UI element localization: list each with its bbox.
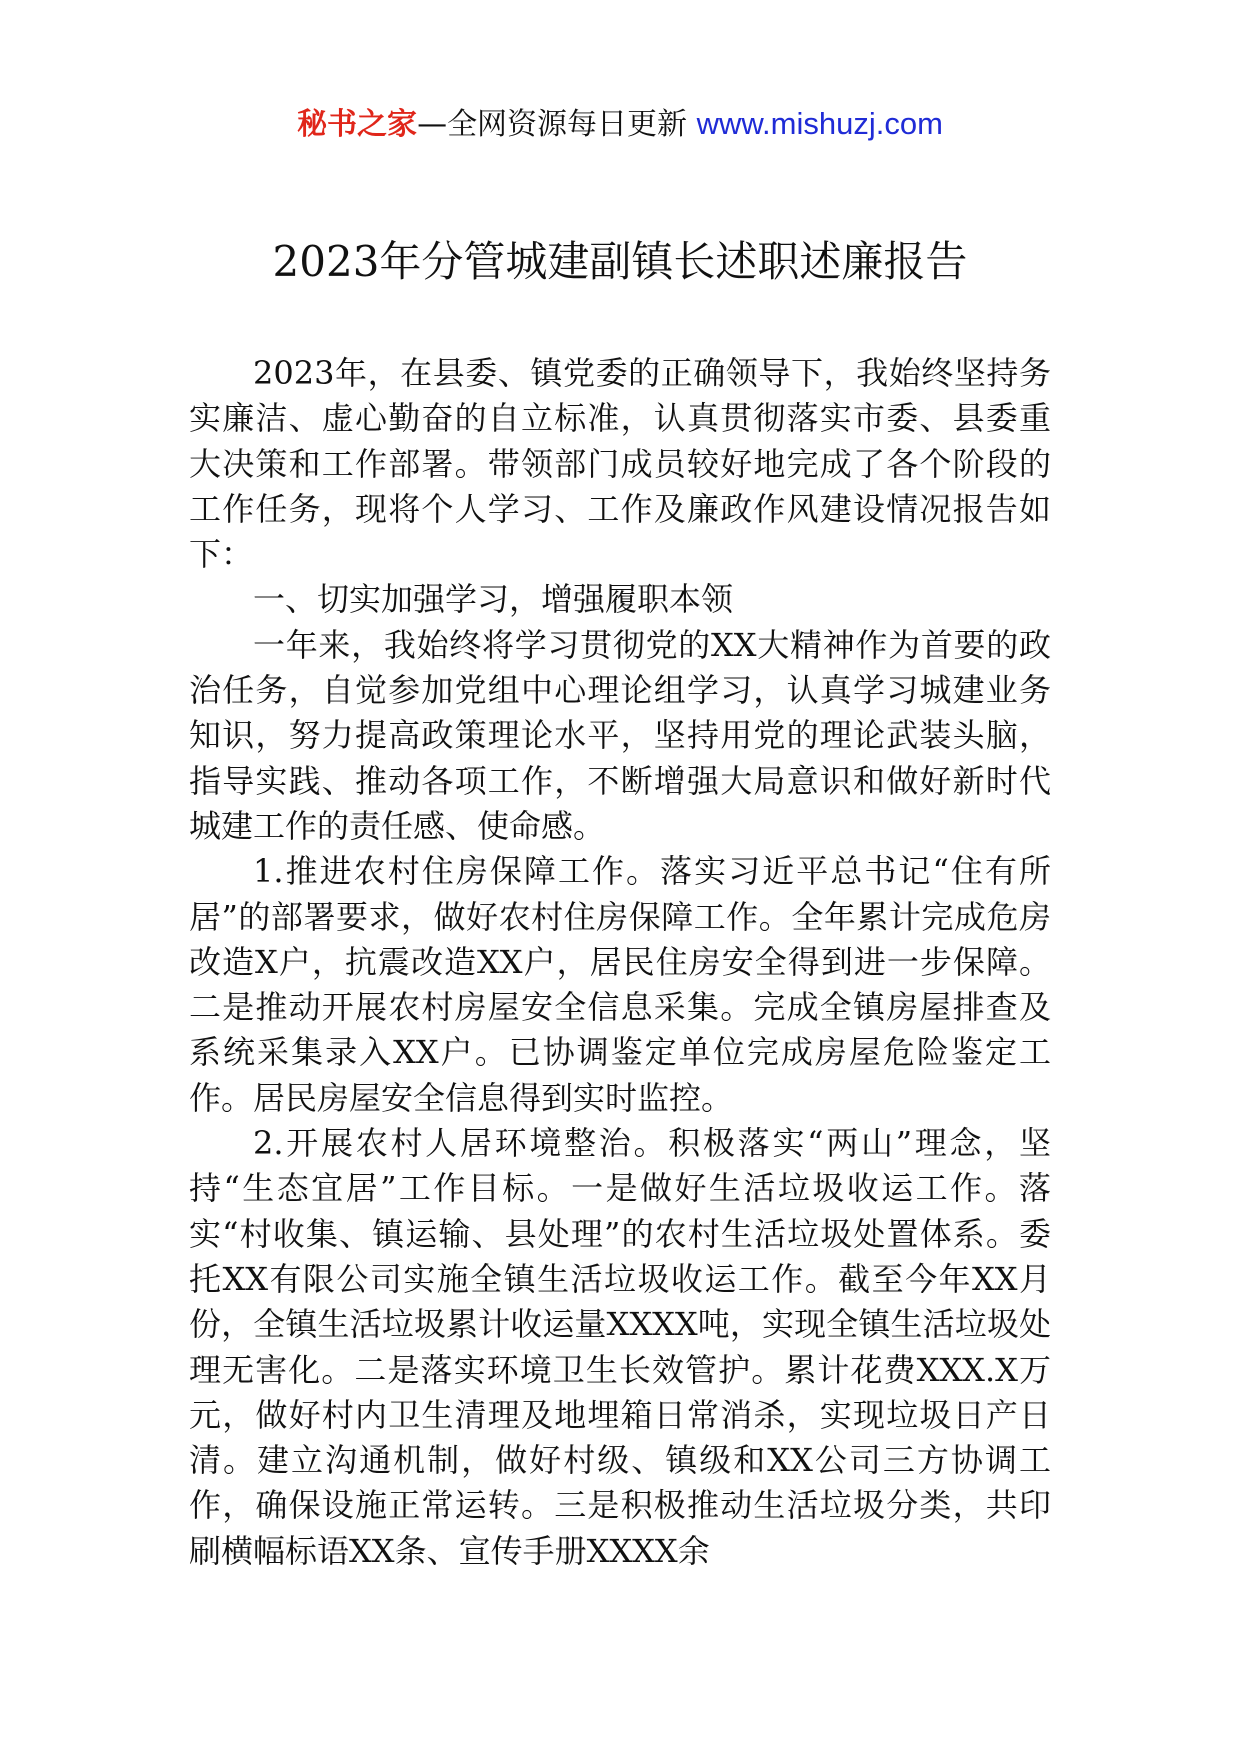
header-slogan: —全网资源每日更新 — [417, 107, 697, 142]
paragraph-environment: 2.开展农村人居环境整治。积极落实“两山”理念，坚持“生态宜居”工作目标。一是做好生活垃圾收运工作。落实“村收集、镇运输、县处理”的农村生活垃圾处置体系。委托XX有限公司实施全镇生活垃圾收运工作。截至今年XX月份，全镇生活垃圾累计收运量XXXX吨，实现全镇生活垃圾处理无害化。二是落实环境卫生长效管护。累计花费XXX.X万元，做好村内卫生清理及地埋箱日常消杀，实现垃圾日产日清。建立沟通机制，做好村级、镇级和XX公司三方协调工作，确保设施正常运转。三是积极推动生活垃圾分类，共印刷横幅标语XX条、宣传手册XXXX余 — [189, 1124, 1051, 1570]
paragraph-housing: 1.推进农村住房保障工作。落实习近平总书记“住有所居”的部署要求，做好农村住房保障工作。全年累计完成危房改造X户，抗震改造XX户，居民住房安全得到进一步保障。二是推动开展农村房屋安全信息采集。完成全镇房屋排查及系统采集录入XX户。已协调鉴定单位完成房屋危险鉴定工作。居民房屋安全信息得到实时监控。 — [189, 852, 1051, 1117]
site-url-link[interactable]: www.mishuzj.com — [696, 106, 943, 141]
paragraph-intro: 2023年，在县委、镇党委的正确领导下，我始终坚持务实廉洁、虚心勤奋的自立标准，认真贯彻落实市委、县委重大决策和工作部署。带领部门成员较好地完成了各个阶段的工作任务，现将个人学习、工作及廉政作风建设情况报告如下： — [189, 354, 1051, 574]
document-title: 2023年分管城建副镇长述职述廉报告 — [272, 237, 968, 286]
brand-name: 秘书之家 — [297, 107, 418, 142]
section-heading: 一、切实加强学习，增强履职本领 — [253, 580, 734, 619]
document-body — [189, 351, 1051, 1574]
paragraph-study: 一年来，我始终将学习贯彻党的XX大精神作为首要的政治任务，自觉参加党组中心理论组学习，认真学习城建业务知识，努力提高政策理论水平，坚持用党的理论武装头脑，指导实践、推动各项工作，不断增强大局意识和做好新时代城建工作的责任感、使命感。 — [189, 625, 1051, 845]
site-header — [0, 100, 1240, 149]
